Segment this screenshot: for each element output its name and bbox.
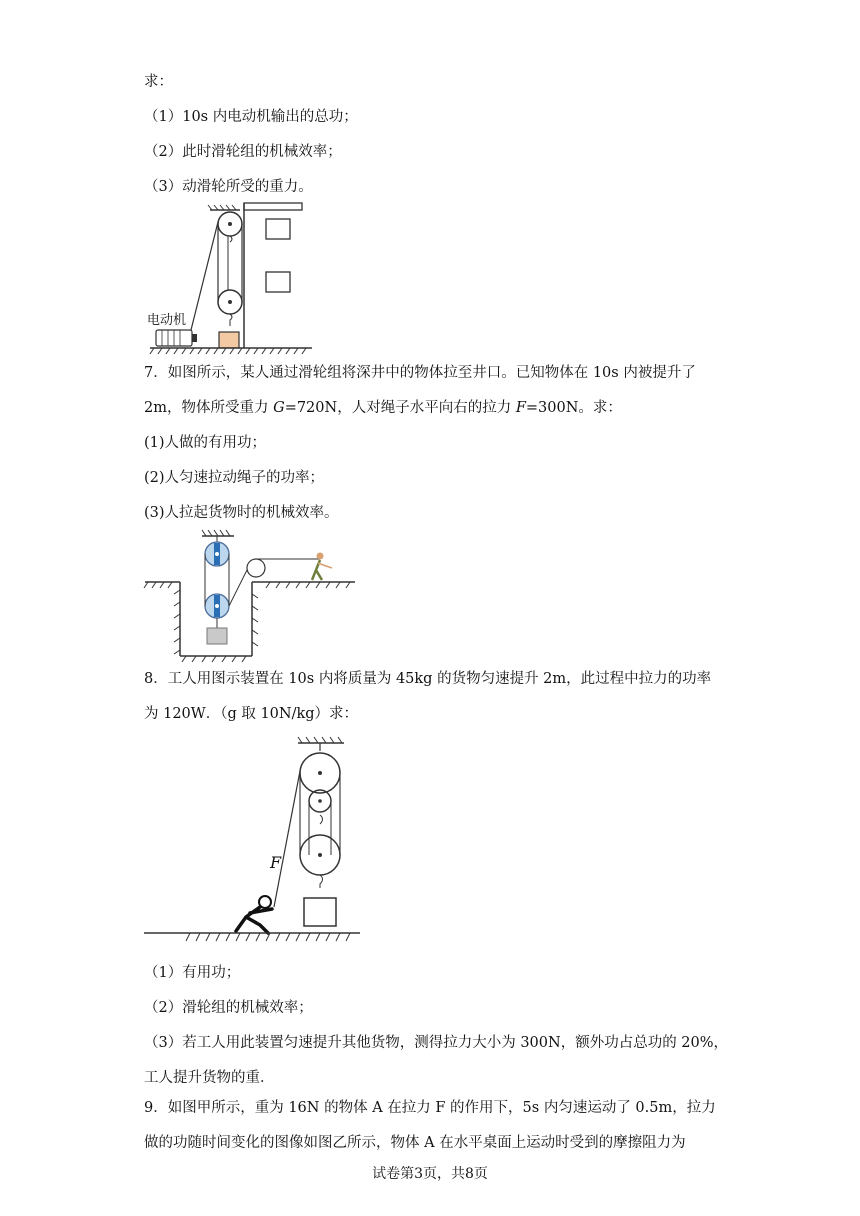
q6-figure <box>140 200 330 360</box>
q8-item-3: （3）若工人用此装置匀速提升其他货物，测得拉力大小为 300N，额外功占总功的 20%， <box>144 1035 729 1051</box>
q7-item-3: (3)人拉起货物时的机械效率。 <box>144 505 339 521</box>
motor-label: 电动机 <box>147 312 187 327</box>
q7-item-2: (2)人匀速拉动绳子的功率； <box>144 470 325 486</box>
q6-lead: 求： <box>144 74 173 90</box>
force-label-f: F <box>270 853 282 872</box>
q8-item-1: （1）有用功； <box>144 965 241 981</box>
q7-figure <box>140 528 360 663</box>
q9-line-2: 做的功随时间变化的图像如图乙所示，物体 A 在水平桌面上运动时受到的摩擦阻力为 <box>144 1135 686 1151</box>
q8-figure <box>140 735 370 950</box>
q8-item-3-cont: 工人提升货物的重． <box>144 1070 275 1086</box>
q8-line-2: 为 120W．（g 取 10N/kg）求： <box>144 706 359 722</box>
q7-item-1: (1)人做的有用功； <box>144 435 267 451</box>
q6-item-2: （2）此时滑轮组的机械效率； <box>144 144 342 160</box>
page-footer: 试卷第3页，共8页 <box>372 1166 488 1182</box>
q7-line-2: 2m，物体所受重力 G=720N，人对绳子水平向右的拉力 F=300N。求： <box>144 400 622 416</box>
q7-line-1: 7．如图所示，某人通过滑轮组将深井中的物体拉至井口。已知物体在 10s 内被提升了 <box>144 365 696 381</box>
q8-item-2: （2）滑轮组的机械效率； <box>144 1000 313 1016</box>
q6-item-3: （3）动滑轮所受的重力。 <box>144 179 313 195</box>
q9-line-1: 9．如图甲所示，重为 16N 的物体 A 在拉力 F 的作用下，5s 内匀速运动了 0.5m，拉力 <box>144 1100 716 1116</box>
q6-item-1: （1）10s 内电动机输出的总功； <box>144 109 358 125</box>
q8-line-1: 8．工人用图示装置在 10s 内将质量为 45kg 的货物匀速提升 2m，此过程中拉力的功率 <box>144 671 712 687</box>
